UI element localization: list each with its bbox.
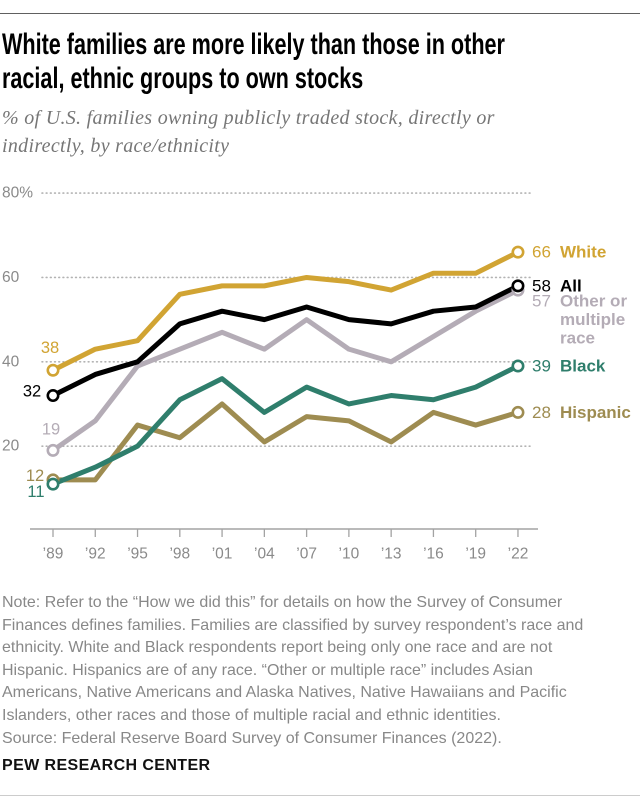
marker-black bbox=[48, 479, 58, 489]
series-name-white: White bbox=[560, 242, 607, 262]
source-line: Source: Federal Reserve Board Survey of Consumer Finances (2022). bbox=[2, 729, 502, 747]
start-value-black: 11 bbox=[27, 483, 45, 502]
title-line-2: racial, ethnic groups to own stocks bbox=[2, 62, 364, 95]
x-tick-label-2: ’95 bbox=[127, 545, 148, 563]
x-tick-label-3: ’98 bbox=[169, 545, 191, 563]
series-line-all bbox=[53, 286, 518, 396]
marker-white bbox=[48, 365, 58, 375]
marker-all bbox=[48, 390, 58, 400]
end-value-hispanic: 28 bbox=[532, 402, 551, 422]
start-value-white: 38 bbox=[40, 339, 60, 358]
x-tick-label-7: ’10 bbox=[338, 545, 360, 563]
bottom-divider bbox=[0, 795, 640, 796]
end-value-white: 66 bbox=[532, 242, 551, 262]
note-line: Note: Refer to the “How we did this” for details on how the Survey of Consumer bbox=[2, 594, 563, 611]
marker-other-or-multiple-race bbox=[48, 445, 58, 455]
note-line: Islanders, other races and those of multiple racial and ethnic identities. bbox=[2, 706, 501, 724]
title-line-1: White families are more likely than those in other bbox=[2, 28, 505, 61]
x-tick-label-1: ’92 bbox=[84, 545, 106, 563]
subtitle-line-1: % of U.S. families owning publicly traded stock, directly or bbox=[2, 107, 495, 129]
series-line-hispanic bbox=[53, 404, 518, 480]
start-value-all: 32 bbox=[22, 382, 42, 401]
x-tick-label-4: ’01 bbox=[211, 545, 233, 563]
subtitle-line-2: indirectly, by race/ethnicity bbox=[2, 135, 230, 157]
start-value-hispanic: 12 bbox=[25, 466, 45, 485]
x-tick-label-8: ’13 bbox=[380, 545, 402, 563]
series-name-other-or-multiple-race: multiple bbox=[560, 310, 626, 330]
series-name-other-or-multiple-race: Other or bbox=[560, 291, 628, 311]
series-name-hispanic: Hispanic bbox=[560, 402, 631, 422]
y-axis-label-60: 60 bbox=[2, 268, 20, 286]
start-value-other-or-multiple-race: 19 bbox=[41, 420, 61, 439]
end-value-all: 58 bbox=[532, 276, 551, 296]
y-axis-label-40: 40 bbox=[2, 353, 20, 371]
series-name-other-or-multiple-race: race bbox=[560, 328, 595, 348]
marker-white bbox=[513, 247, 523, 257]
marker-all bbox=[513, 281, 523, 291]
note-line: Hispanic. Hispanics are of any race. “Other or multiple race” includes Asian bbox=[2, 661, 533, 679]
x-tick-label-0: ’89 bbox=[42, 545, 64, 563]
y-axis-label-80: 80% bbox=[2, 184, 34, 202]
series-name-black: Black bbox=[560, 356, 606, 376]
note-line: Finances defines families. Families are classified by survey respondent’s race and bbox=[2, 616, 584, 634]
marker-hispanic bbox=[513, 407, 523, 417]
x-tick-label-11: ’22 bbox=[507, 545, 529, 563]
x-tick-label-6: ’07 bbox=[296, 545, 317, 563]
end-value-black: 39 bbox=[532, 356, 551, 376]
marker-black bbox=[513, 361, 523, 371]
note-line: ethnicity. White and Black respondents report being only one race and are not bbox=[2, 639, 553, 657]
note-line: Americans, Native Americans and Alaska Natives, Native Hawaiians and Pacific bbox=[2, 684, 567, 702]
y-axis-label-20: 20 bbox=[2, 437, 20, 455]
end-value-other-or-multiple-race: 57 bbox=[532, 291, 551, 311]
x-tick-label-5: ’04 bbox=[254, 545, 275, 563]
x-tick-label-10: ’19 bbox=[465, 545, 487, 563]
x-tick-label-9: ’16 bbox=[423, 545, 444, 563]
pew-research-center-wordmark: PEW RESEARCH CENTER bbox=[2, 757, 211, 774]
series-name-all: All bbox=[560, 276, 582, 296]
footnote bbox=[2, 592, 638, 750]
